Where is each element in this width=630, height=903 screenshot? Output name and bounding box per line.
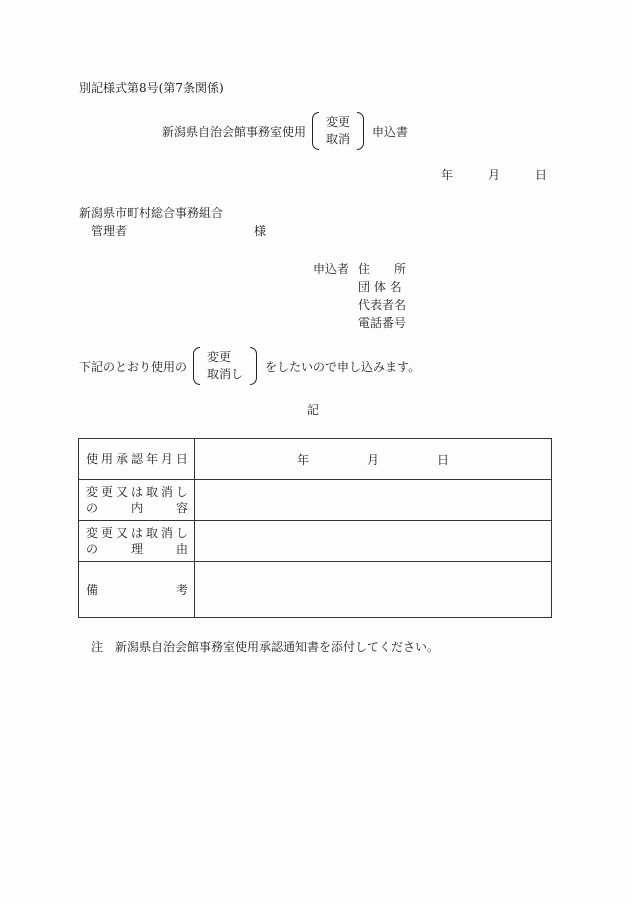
label-char: 変 <box>86 526 99 540</box>
label-char: の <box>86 501 99 515</box>
attachment-note: 注 新潟県自治会館事務室使用承認通知書を添付してください。 <box>91 640 440 654</box>
request-statement <box>79 347 420 385</box>
value-remarks[interactable] <box>195 562 552 618</box>
table-row-remarks <box>79 562 552 618</box>
applicant-heading: 申込者 <box>313 262 350 276</box>
date-year: 年 <box>441 168 454 182</box>
label-remarks <box>79 562 195 618</box>
label-char: 消 <box>160 485 173 499</box>
applicant-phone-label: 電話番号 <box>358 316 407 330</box>
ki-heading: 記 <box>307 403 320 417</box>
value-change-reason[interactable] <box>195 521 552 562</box>
applicant-representative-label: 代表者名 <box>358 298 407 312</box>
table-row-approval-date <box>79 439 552 480</box>
label-char: 取 <box>145 526 158 540</box>
label-char: 考 <box>175 582 188 597</box>
addressee-honorific: 様 <box>254 224 267 238</box>
table-row-change-reason <box>79 521 552 562</box>
title-option-change: 変更 <box>326 115 351 129</box>
applicant-group-name-label: 団 体 名 <box>358 280 402 294</box>
label-char: は <box>130 485 143 499</box>
label-char: 取 <box>145 485 158 499</box>
value-change-content[interactable] <box>195 480 552 521</box>
statement-prefix: 下記のとおり使用の <box>79 359 188 374</box>
label-char: の <box>86 542 99 556</box>
right-bracket-icon <box>250 347 257 385</box>
approval-month: 月 <box>366 452 379 467</box>
statement-option-change: 変更 <box>207 350 232 364</box>
label-char: 用 <box>100 452 113 466</box>
label-char: 変 <box>86 485 99 499</box>
label-change-reason <box>79 521 195 562</box>
label-char: 消 <box>160 526 173 540</box>
addressee-role: 管理者 <box>91 224 128 238</box>
approval-year: 年 <box>296 452 309 467</box>
label-char: 容 <box>175 501 188 515</box>
title-options <box>319 114 357 148</box>
right-bracket-icon <box>357 112 364 150</box>
label-char: 理 <box>130 542 143 556</box>
applicant-address-label: 住 所 <box>358 262 407 276</box>
label-char: 承 <box>115 452 128 466</box>
addressee-organization: 新潟県市町村総合事務組合 <box>79 206 224 220</box>
date-month: 月 <box>488 168 501 182</box>
label-char: 認 <box>130 452 143 466</box>
form-number: 別記様式第8号(第7条関係) <box>79 81 224 95</box>
value-approval-date[interactable] <box>195 439 552 480</box>
label-char: 日 <box>175 452 188 466</box>
label-char: し <box>175 485 188 499</box>
label-char: 月 <box>160 452 173 466</box>
label-char: 内 <box>130 501 143 515</box>
title-option-cancel: 取消 <box>326 132 351 146</box>
label-approval-date <box>79 439 195 480</box>
label-char: 使 <box>86 452 99 466</box>
approval-day: 日 <box>437 452 450 467</box>
label-char: 備 <box>86 582 99 597</box>
document-title <box>162 112 408 150</box>
statement-suffix: をしたいので申し込みます。 <box>265 359 421 374</box>
label-char: 更 <box>100 526 113 540</box>
date-day: 日 <box>535 168 548 182</box>
title-suffix: 申込書 <box>372 124 409 139</box>
label-change-content <box>79 480 195 521</box>
statement-options <box>200 349 250 383</box>
label-char: 年 <box>145 452 158 466</box>
label-char: 由 <box>175 542 188 556</box>
label-char: し <box>175 526 188 540</box>
left-bracket-icon <box>193 347 200 385</box>
label-char: 又 <box>115 485 128 499</box>
left-bracket-icon <box>312 112 319 150</box>
label-char: 更 <box>100 485 113 499</box>
statement-option-cancel: 取消し <box>207 367 244 381</box>
title-prefix: 新潟県自治会館事務室使用 <box>162 124 307 139</box>
application-table <box>78 438 552 618</box>
table-row-change-content <box>79 480 552 521</box>
label-char: は <box>130 526 143 540</box>
label-char: 又 <box>115 526 128 540</box>
